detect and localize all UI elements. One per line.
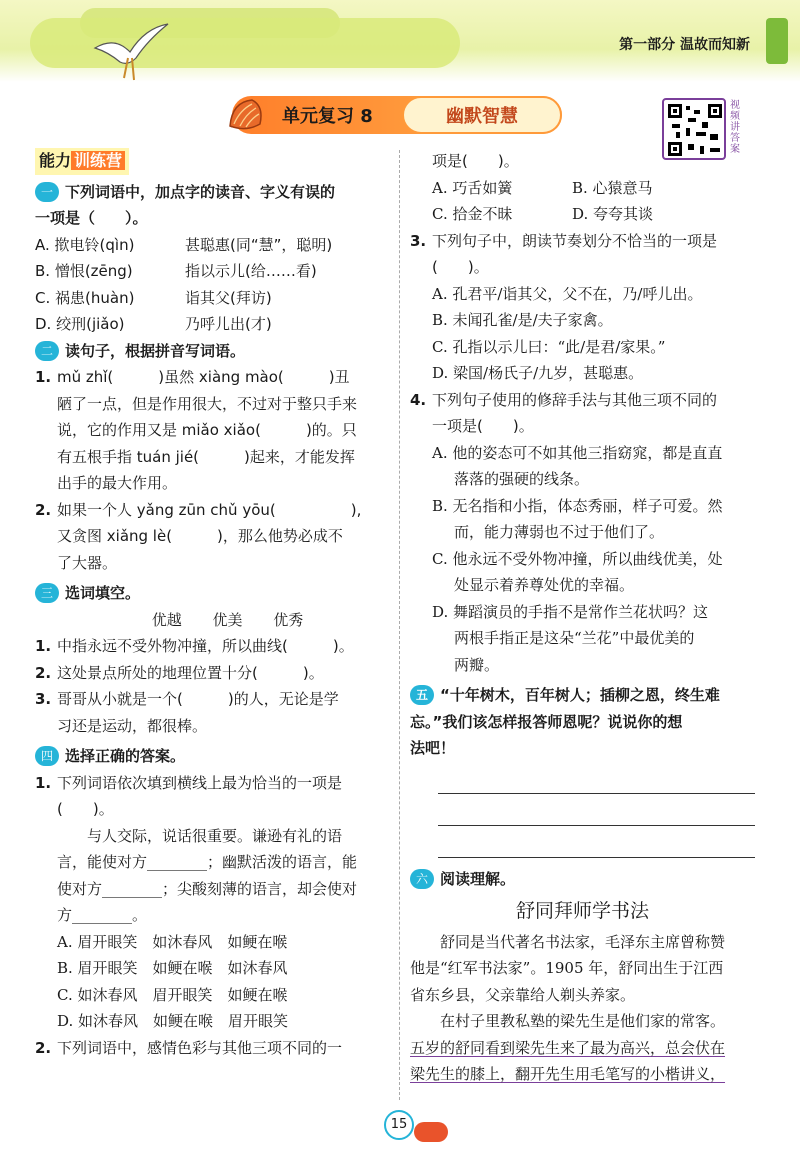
option-c: C. 拾金不昧 — [432, 205, 513, 223]
option-a: A. 眉开眼笑 如沐春风 如鲠在喉 — [57, 932, 288, 951]
section-number: 三 — [35, 583, 59, 603]
option-c: C. 他永远不受外物冲撞，所以曲线优美，处 — [432, 549, 723, 568]
section-title: 选词填空。 — [65, 584, 141, 602]
answer-line[interactable] — [438, 826, 755, 858]
question-item — [35, 1035, 390, 1062]
option-a-cont: 落落的强硬的线条。 — [454, 470, 590, 488]
shell-icon — [226, 96, 266, 134]
item-number: 1. — [35, 637, 52, 655]
section-number: 六 — [410, 869, 434, 889]
text-line: ( )。 — [57, 800, 114, 818]
option-d-cont: 两瓣。 — [454, 655, 500, 674]
text-line: 舒同是当代著名书法家，毛泽东主席曾称赞 — [440, 932, 726, 951]
option-a-left: A. 揿电铃(qìn) — [35, 235, 135, 254]
option-a: A. 他的姿态可不如其他三指窈窕，都是直直 — [432, 443, 723, 462]
unit-theme: 幽默智慧 — [402, 96, 562, 134]
item-number: 1. — [35, 773, 52, 792]
section-title: 第一部分 温故而知新 — [619, 37, 750, 53]
option-c-cont: 处显示着养尊处优的幸福。 — [454, 576, 635, 594]
option-c: C. 孔指以示儿曰：“此/是君/家果。” — [432, 337, 666, 356]
prompt-line: 忘。”我们该怎样报答师恩呢？说说你的想 — [410, 712, 683, 731]
text-line: 与人交际，说话很重要。谦逊有礼的语 — [87, 826, 343, 845]
text-line: 下列句子中，朗读节奏划分不恰当的一项是 — [432, 231, 718, 250]
option-d: D. 梁国/杨氏子/九岁，甚聪惠。 — [432, 364, 644, 382]
option-d: D. 夸夸其谈 — [572, 205, 654, 223]
page-number: 15 — [384, 1110, 414, 1140]
item-number: 2. — [35, 663, 52, 682]
option-grid — [35, 232, 390, 338]
option-b-right: 指以示儿(给……看) — [185, 262, 317, 280]
option-d: D. 如沐春风 如鲠在喉 眉开眼笑 — [57, 1012, 289, 1030]
section-number: 二 — [35, 341, 59, 361]
underlined-line: 五岁的舒同看到梁先生来了最为高兴，总会伏在 — [410, 1038, 726, 1057]
training-badge: 能力 训练营 — [35, 148, 129, 175]
section-3 — [35, 580, 390, 739]
text-line: 下列句子使用的修辞手法与其他三项不同的 — [432, 390, 718, 409]
question-item — [35, 660, 390, 687]
unit-banner — [232, 96, 562, 134]
text-line: 说，它的作用又是 miǎo xiǎo( )的。只 — [57, 421, 357, 439]
option-a-right: 甚聪惠(同“慧”，聪明) — [185, 235, 333, 254]
option-d-left: D. 绞刑(jiǎo) — [35, 315, 125, 333]
text-line: 言，能使对方________；幽默活泼的语言，能 — [57, 853, 358, 871]
section-1 — [35, 179, 390, 338]
bookmark-icon — [766, 18, 788, 64]
text-line: 如果一个人 yǎng zūn chǔ yōu( ), — [57, 500, 362, 519]
section-title: 阅读理解。 — [440, 869, 516, 888]
text-line: 陋了一点，但是作用很大，不过对于整只手来 — [57, 394, 358, 413]
item-number: 1. — [35, 368, 52, 386]
text-line: 这处景点所处的地理位置十分( )。 — [57, 663, 324, 682]
section-number: 五 — [410, 685, 434, 705]
option-b-left: B. 憎恨(zēng) — [35, 262, 133, 280]
column-divider — [399, 150, 400, 1100]
section-number: 一 — [35, 182, 59, 202]
option-grid — [410, 175, 755, 228]
question-item — [35, 633, 390, 660]
text-line: 省东乡县，父亲靠给人剃头养家。 — [410, 985, 636, 1004]
section-title-cont: 一项是（ ）。 — [35, 209, 148, 227]
question-item — [35, 364, 390, 497]
text-line: mǔ zhǐ( )虽然 xiàng mào( )丑 — [57, 368, 350, 386]
prompt-line: 法吧！ — [410, 739, 456, 757]
left-column — [35, 148, 390, 1061]
text-line: 下列词语中，感情色彩与其他三项不同的一 — [57, 1038, 343, 1057]
text-line: 他是“红军书法家”。1905 年，舒同出生于江西 — [410, 959, 724, 977]
text-line: 出手的最大作用。 — [57, 474, 178, 492]
option-c-right: 诣其父(拜访) — [185, 288, 272, 307]
option-c-left: C. 祸患(huàn) — [35, 288, 135, 307]
option-d-right: 乃呼儿出(才) — [185, 315, 272, 333]
text-line: 方________。 — [57, 906, 148, 924]
section-4 — [35, 743, 390, 1061]
question-item — [35, 497, 390, 577]
options — [410, 281, 755, 387]
text-line: 下列词语依次填到横线上最为恰当的一项是 — [57, 773, 343, 792]
section-title: 读句子，根据拼音写词语。 — [65, 341, 246, 360]
option-d: D. 舞蹈演员的手指不是常作兰花状吗？这 — [432, 602, 709, 621]
submarine-icon — [414, 1122, 448, 1142]
text-line: 项是( )。 — [432, 152, 519, 170]
section-title: 下列词语中，加点字的读音、字义有误的 — [65, 182, 336, 201]
text-line: 中指永远不受外物冲撞，所以曲线( )。 — [57, 637, 354, 655]
question-item — [35, 770, 390, 823]
option-d-cont: 两根手指正是这朵“兰花”中最优美的 — [454, 629, 695, 647]
option-c: C. 如沐春风 眉开眼笑 如鲠在喉 — [57, 985, 288, 1004]
text-line: 习还是运动，都很棒。 — [57, 716, 208, 735]
answer-line[interactable] — [438, 794, 755, 826]
option-b: B. 心猿意马 — [572, 178, 653, 197]
qr-label: 视频讲答案 — [730, 100, 740, 155]
item-number: 2. — [35, 1038, 52, 1057]
question-item — [410, 387, 755, 440]
article-title: 舒同拜师学书法 — [515, 900, 649, 922]
item-number: 3. — [410, 231, 427, 250]
section-title: 选择正确的答案。 — [65, 747, 186, 765]
paragraph — [410, 929, 755, 1009]
option-a: A. 巧舌如簧 — [432, 178, 513, 197]
option-b-cont: 而，能力薄弱也不过于他们了。 — [454, 523, 665, 541]
text-line: 在村子里教私塾的梁先生是他们家的常客。 — [440, 1012, 726, 1030]
item-number: 3. — [35, 690, 52, 708]
text-line: 又贪图 xiǎng lè( )，那么他势必成不 — [57, 527, 343, 545]
right-column — [410, 148, 755, 1088]
options — [410, 440, 755, 679]
item-number: 2. — [35, 500, 52, 519]
section-5 — [410, 682, 755, 858]
paragraph — [410, 1008, 755, 1088]
unit-label: 单元复习 8 — [282, 106, 373, 127]
prompt-line: “十年树木，百年树人；插柳之恩，终生难 — [440, 686, 720, 704]
section-number: 四 — [35, 746, 59, 766]
text-line: 有五根手指 tuán jié( )起来，才能发挥 — [57, 447, 355, 466]
text-line: ( )。 — [432, 258, 489, 276]
answer-line[interactable] — [438, 762, 755, 794]
text-line: 使对方________；尖酸刻薄的语言，却会使对 — [57, 879, 358, 898]
word-choices: 优越 优美 优秀 — [151, 610, 304, 629]
text-line: 一项是( )。 — [432, 417, 534, 435]
section-6 — [410, 866, 755, 1088]
option-a: A. 孔君平/诣其父，父不在，乃/呼儿出。 — [432, 284, 703, 303]
option-b: B. 未闻孔雀/是/夫子家禽。 — [432, 311, 613, 329]
seagull-icon — [90, 18, 170, 88]
option-b: B. 无名指和小指，体态秀丽，样子可爱。然 — [432, 496, 723, 515]
item-number: 4. — [410, 390, 427, 409]
section-2 — [35, 338, 390, 577]
option-b: B. 眉开眼笑 如鲠在喉 如沐春风 — [57, 959, 288, 977]
question-item — [35, 686, 390, 739]
passage — [35, 823, 390, 1035]
text-line: 哥哥从小就是一个( )的人，无论是学 — [57, 690, 339, 708]
question-item — [410, 228, 755, 281]
underlined-line: 梁先生的膝上，翻开先生用毛笔写的小楷讲义， — [410, 1065, 726, 1083]
text-line: 了大器。 — [57, 553, 118, 572]
